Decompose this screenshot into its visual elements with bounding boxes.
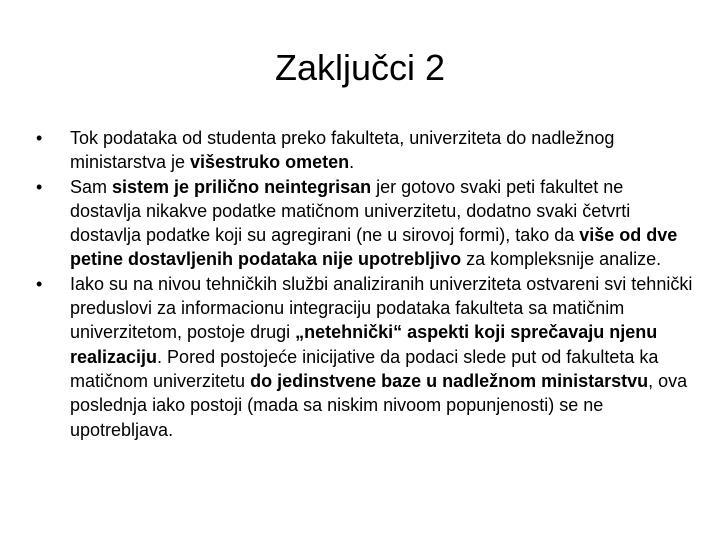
bullet-segment: Iako su na nivou tehničkih službi analiziranih univerziteta ostvareni svi tehnički preduslovi za informacionu integraciju podataka fakulteta sa matičnim univerzitetom, postoje drugi (70, 273, 693, 343)
bullet-text (70, 128, 614, 172)
bullet-item (36, 175, 696, 272)
bullet-emphasis: višestruko ometen (190, 152, 350, 173)
bullet-segment: . (349, 152, 355, 173)
bullet-item (36, 126, 696, 175)
bullet-text (70, 274, 692, 440)
bullet-segment: , ova poslednja iako postoji (mada sa niskim nivoom popunjenosti) se ne upotrebljava. (70, 370, 688, 440)
bullet-emphasis: „netehnički“ aspekti koji sprečavaju njenu realizaciju (70, 322, 658, 367)
bullet-marker: • (36, 128, 43, 148)
bullet-segment: . Pored postojeće inicijative da podaci slede put od fakulteta ka matičnom univerzitetu (70, 346, 659, 391)
bullet-emphasis: sistem je prilično neintegrisan (112, 176, 372, 197)
bullet-segment: jer gotovo svaki peti fakultet ne dostavlja nikakve podatke matičnom univerzitetu, dodatno svaki četvrti dostavlja podatke koji su agregirani (ne u sirovoj formi), tako da (70, 176, 631, 246)
bullet-segment: Sam (70, 176, 113, 197)
bullet-segment: Tok podataka od studenta preko fakulteta, univerziteta do nadležnog ministarstva je (70, 128, 615, 173)
bullet-text (70, 177, 677, 270)
bullet-marker: • (36, 273, 43, 294)
bullet-item (36, 272, 696, 442)
bullet-emphasis: do jedinstvene baze u nadležnom ministarstvu (250, 370, 649, 391)
bullet-emphasis: više od dve petine dostavljenih podataka nije upotrebljivo (70, 225, 678, 270)
slide-title: Zaključci 2 (274, 47, 446, 88)
bullet-marker: • (36, 176, 43, 197)
bullet-list (36, 126, 696, 442)
bullet-segment: za kompleksnije analize. (461, 249, 662, 270)
